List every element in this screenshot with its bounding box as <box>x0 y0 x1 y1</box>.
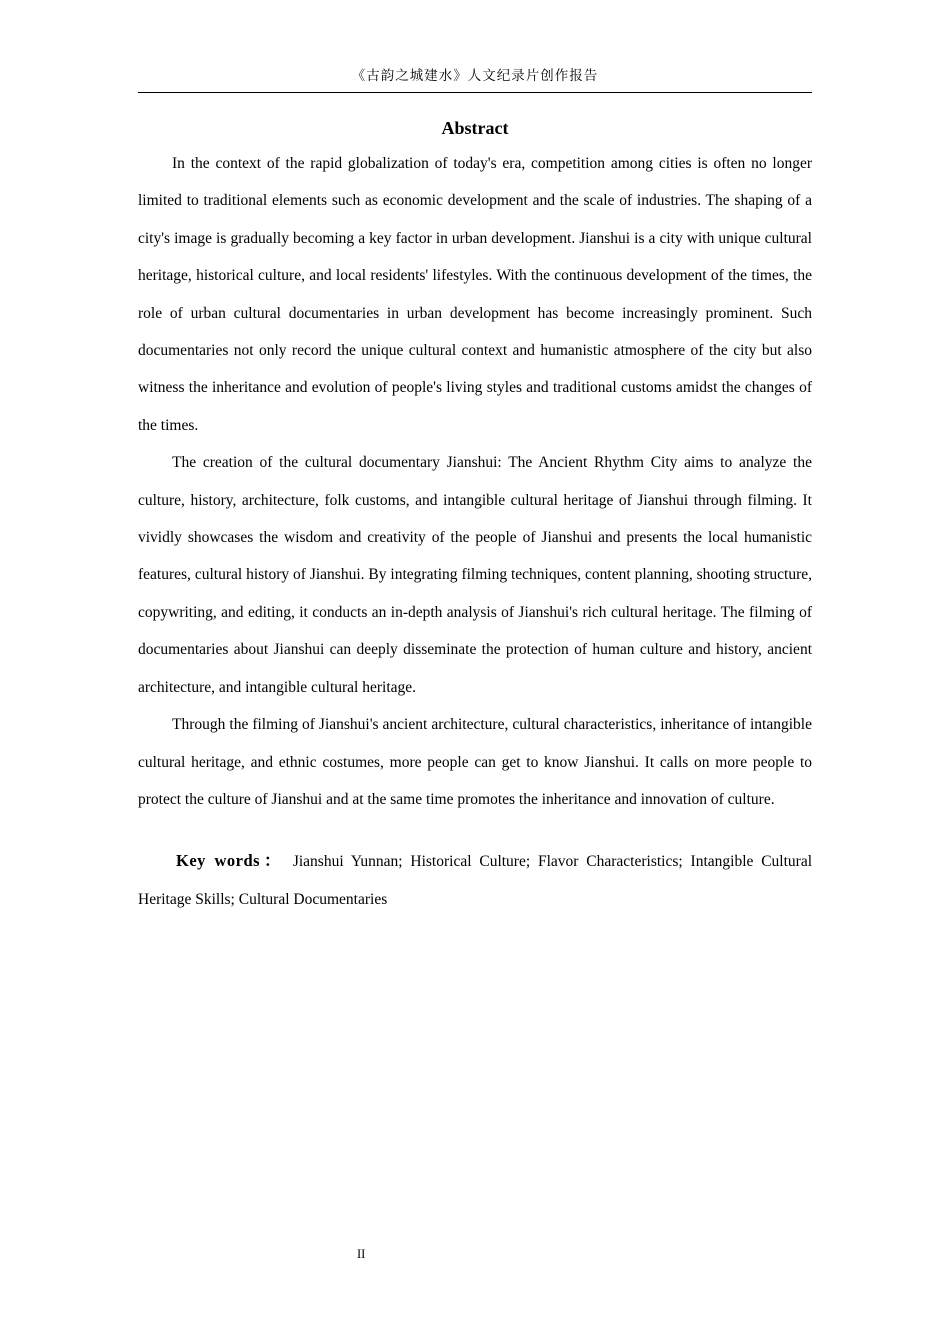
running-head: 《古韵之城建水》人文纪录片创作报告 <box>138 64 812 93</box>
abstract-paragraph-2: The creation of the cultural documentary Jianshui: The Ancient Rhythm City aims to analyze the culture, history, architecture, folk customs, and intangible cultural heritage of Jianshui through filming. It vividly showcases the wisdom and creativity of the people of Jianshui and presents the local humanistic features, cultural history of Jianshui. By integrating filming techniques, content planning, shooting structure, copywriting, and editing, it conducts an in-depth analysis of Jianshui's rich cultural heritage. The filming of documentaries about Jianshui can deeply disseminate the protection of human culture and history, ancient architecture, and intangible cultural heritage. <box>138 454 812 696</box>
abstract-title: Abstract <box>441 118 509 138</box>
page-number: II <box>357 1247 366 1261</box>
page-content <box>138 64 812 918</box>
keywords-label: Key words： <box>176 851 285 871</box>
abstract-paragraph-3: Through the filming of Jianshui's ancient architecture, cultural characteristics, inheritance of intangible cultural heritage, and ethnic costumes, more people can get to know Jianshui. It calls on more people to protect the culture of Jianshui and at the same time promotes the inheritance and innovation of culture. <box>138 716 812 808</box>
keywords-text: Jianshui Yunnan; Historical Culture; Flavor Characteristics; Intangible Cultural Heritage Skills; Cultural Documentaries <box>138 853 813 908</box>
keywords-line <box>138 842 812 918</box>
abstract-paragraph-1: In the context of the rapid globalization of today's era, competition among cities is often no longer limited to traditional elements such as economic development and the scale of industries. The shaping of a city's image is gradually becoming a key factor in urban development. Jianshui is a city with unique cultural heritage, historical culture, and local residents' lifestyles. With the continuous development of the times, the role of urban cultural documentaries in urban development has become increasingly prominent. Such documentaries not only record the unique cultural context and humanistic atmosphere of the city but also witness the inheritance and evolution of people's living styles and traditional customs amidst the changes of the times. <box>138 155 812 434</box>
